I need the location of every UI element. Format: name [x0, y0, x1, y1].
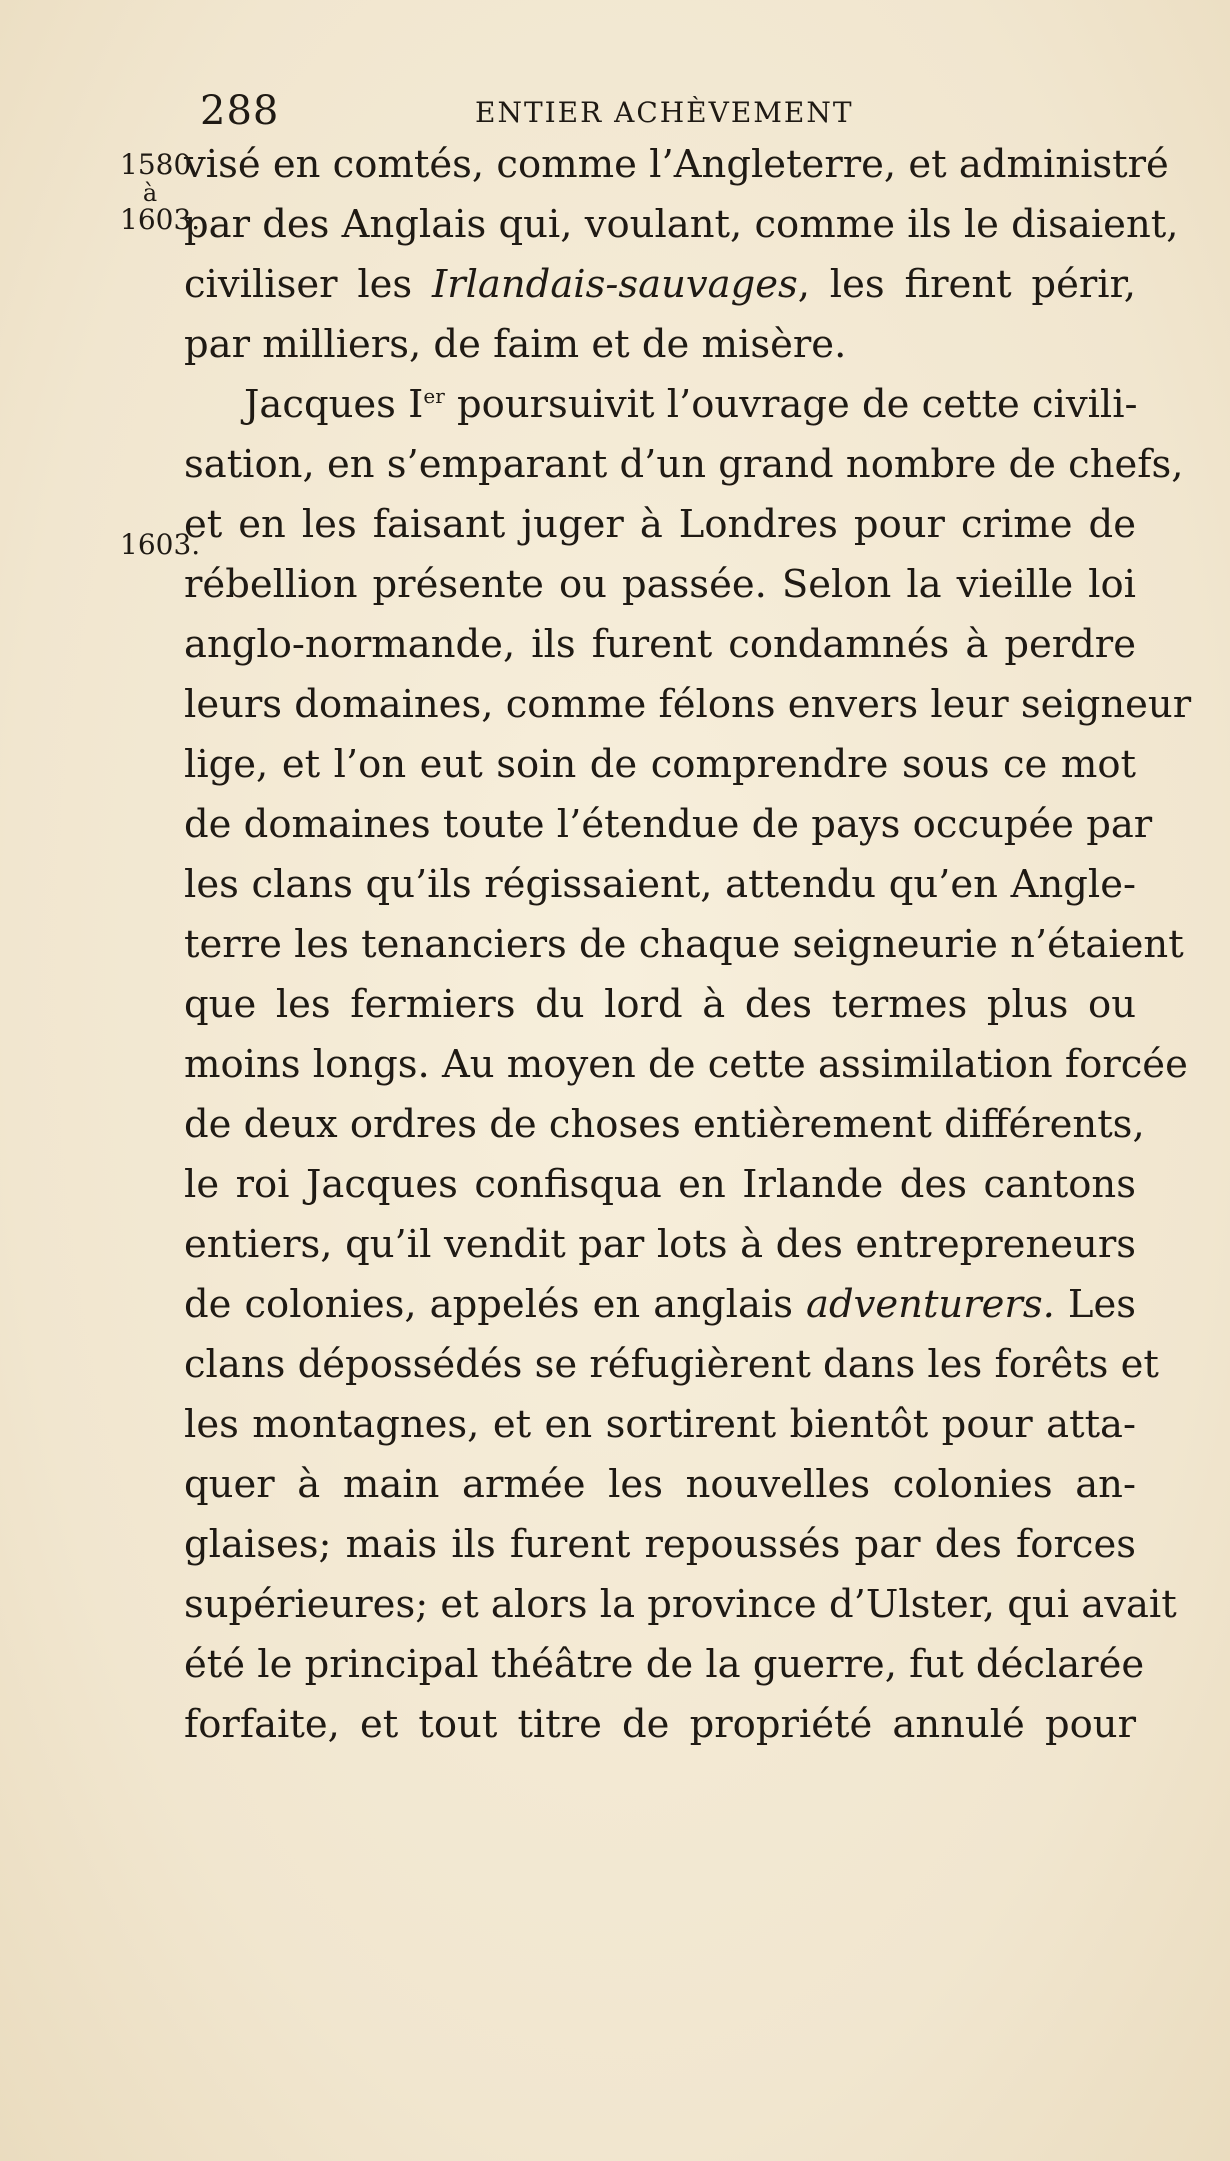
text-line: par des Anglais qui, voulant, comme ils le disaient, — [184, 202, 1179, 247]
margin-date-end: 1603. — [120, 203, 201, 236]
italic-phrase: adventurers. — [806, 1282, 1055, 1327]
text-line: anglo-normande, ils furent condamnés à perdre — [184, 622, 1136, 667]
running-title: ENTIER ACHÈVEMENT — [475, 96, 854, 129]
text-segment: poursuivit l’ouvrage de cette civili- — [444, 382, 1138, 427]
page-header — [200, 88, 1020, 138]
superscript: er — [423, 384, 445, 409]
text-line: moins longs. Au moyen de cette assimilation forcée — [184, 1042, 1188, 1087]
text-line: quer à main armée les nouvelles colonies an- — [184, 1462, 1136, 1507]
text-line: par milliers, de faim et de misère. — [184, 322, 847, 367]
text-line: leurs domaines, comme félons envers leur seigneur — [184, 682, 1192, 727]
text-segment: de colonies, appelés en anglais — [184, 1282, 807, 1327]
text-line: les montagnes, et en sortirent bientôt pour atta- — [184, 1402, 1136, 1447]
text-segment: civiliser les — [184, 262, 432, 307]
text-line: rébellion présente ou passée. Selon la vieille loi — [184, 562, 1136, 607]
text-line: et en les faisant juger à Londres pour crime de — [184, 502, 1136, 547]
text-line — [184, 1275, 1136, 1335]
text-line: les clans qu’ils régissaient, attendu qu’en Angle- — [184, 862, 1136, 907]
text-line: de domaines toute l’étendue de pays occupée par — [184, 802, 1153, 847]
page-number: 288 — [200, 88, 280, 134]
italic-phrase: Irlandais-sauvages — [432, 262, 798, 307]
margin-date-separator: à — [142, 179, 158, 207]
text-line: lige, et l’on eut soin de comprendre sous ce mot — [184, 742, 1136, 787]
text-segment: Jacques I — [244, 382, 424, 427]
text-line: terre les tenanciers de chaque seigneurie n’étaient — [184, 922, 1184, 967]
text-line: de deux ordres de choses entièrement différents, — [184, 1102, 1145, 1147]
text-line: sation, en s’emparant d’un grand nombre de chefs, — [184, 442, 1184, 487]
text-line: glaises; mais ils furent repoussés par des forces — [184, 1522, 1136, 1567]
body-text — [184, 135, 1192, 1755]
text-segment: Les — [1054, 1282, 1136, 1327]
text-segment: , les firent périr, — [797, 262, 1136, 307]
text-line: le roi Jacques confisqua en Irlande des cantons — [184, 1162, 1136, 1207]
text-line: supérieures; et alors la province d’Ulster, qui avait — [184, 1582, 1177, 1627]
text-line — [184, 255, 1136, 315]
margin-date-single: 1603. — [120, 528, 201, 561]
text-line: visé en comtés, comme l’Angleterre, et administré — [184, 142, 1169, 187]
text-line: été le principal théâtre de la guerre, fut déclarée — [184, 1642, 1145, 1687]
text-line: entiers, qu’il vendit par lots à des entrepreneurs — [184, 1222, 1136, 1267]
text-line: forfaite, et tout titre de propriété annulé pour — [184, 1702, 1136, 1747]
text-line: clans dépossédés se réfugièrent dans les forêts et — [184, 1342, 1159, 1387]
margin-date-start: 1580 — [120, 148, 192, 181]
text-line: que les fermiers du lord à des termes plus ou — [184, 982, 1136, 1027]
paragraph-start-line — [184, 375, 1136, 435]
